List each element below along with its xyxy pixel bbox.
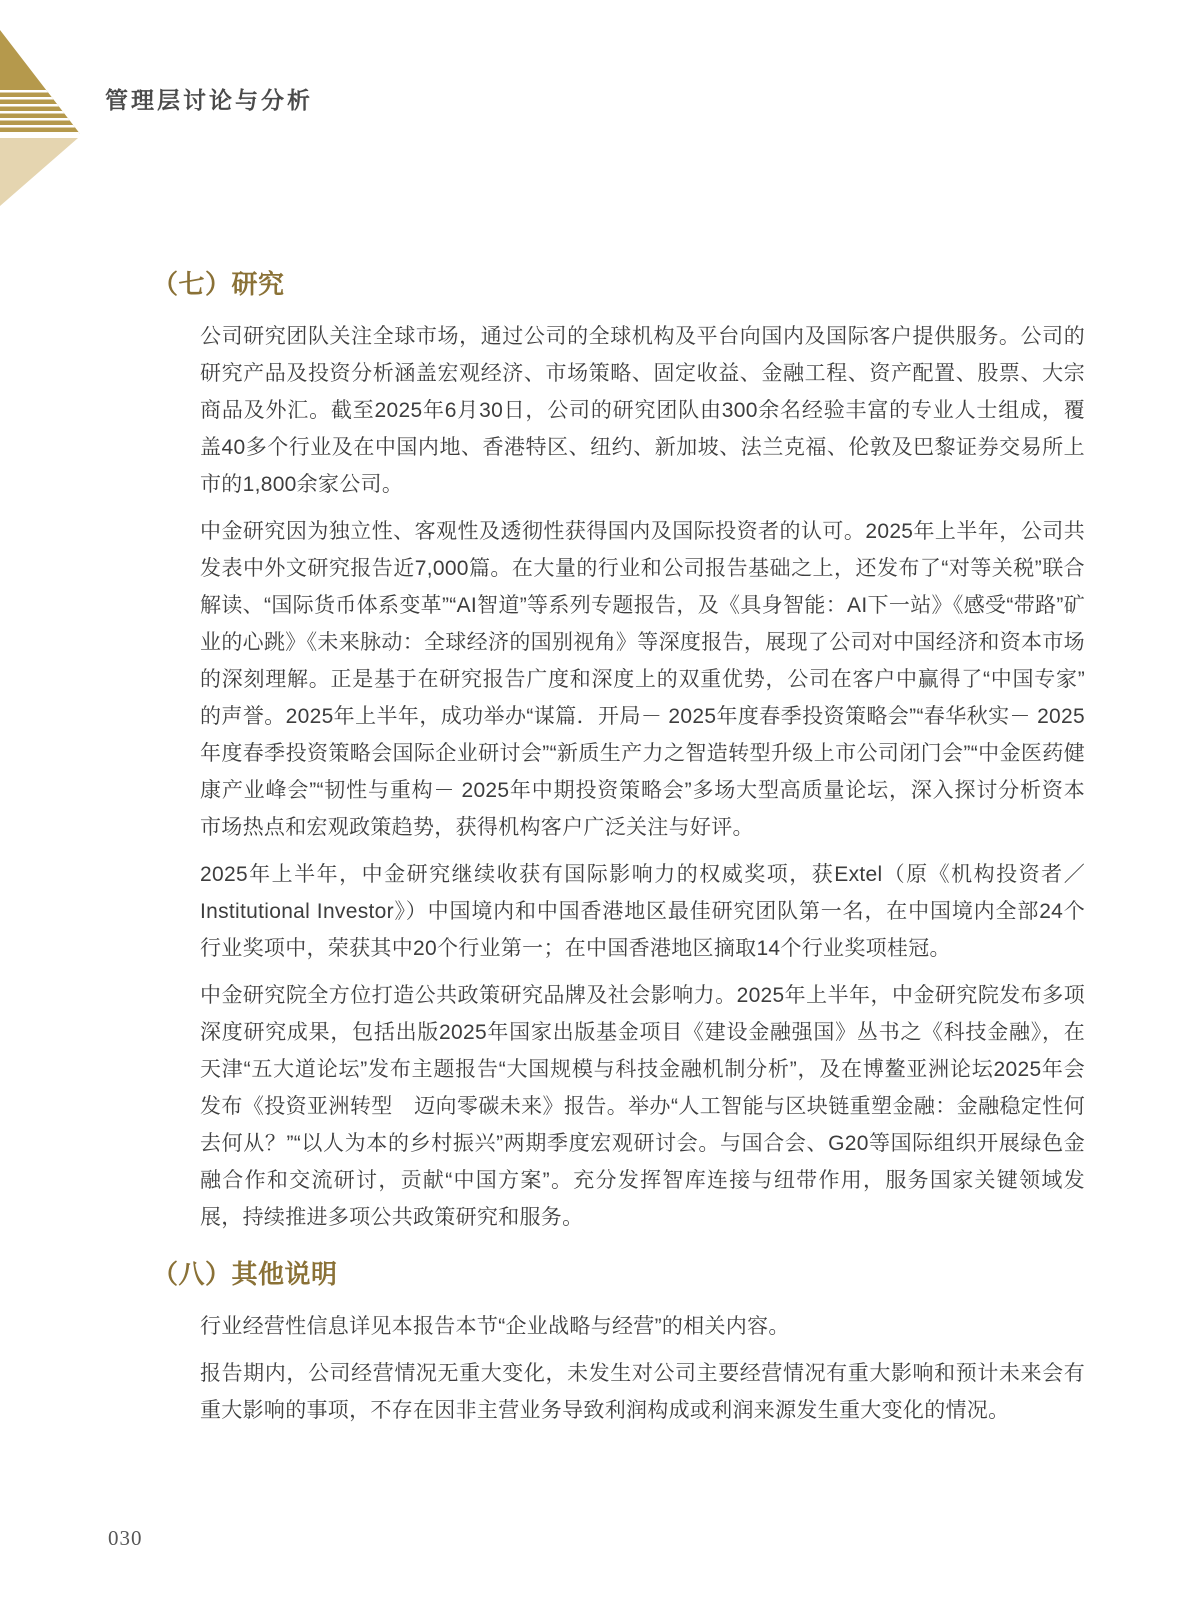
section-body-other-notes — [152, 1308, 1085, 1429]
paragraph: 行业经营性信息详见本报告本节“企业战略与经营”的相关内容。 — [200, 1315, 790, 1338]
paragraph: 中金研究院全方位打造公共政策研究品牌及社会影响力。2025年上半年，中金研究院发布多项深度研究成果，包括出版2025年国家出版基金项目《建设金融强国》丛书之《科技金融》，在天津“五大道论坛”发布主题报告“大国规模与科技金融机制分析”，及在博鳌亚洲论坛2025年会发布《投资亚洲转型 迈向零碳未来》报告。举办“人工智能与区块链重塑金融：金融稳定性何去何从？”“以人为本的乡村振兴”两期季度宏观研讨会。与国合会、G20等国际组织开展绿色金融合作和交流研讨，贡献“中国方案”。充分发挥智库连接与纽带作用，服务国家关键领域发展，持续推进多项公共政策研究和服务。 — [200, 984, 1085, 1229]
decoration-tan-triangle — [0, 138, 78, 206]
paragraph: 公司研究团队关注全球市场，通过公司的全球机构及平台向国内及国际客户提供服务。公司的研究产品及投资分析涵盖宏观经济、市场策略、固定收益、金融工程、资产配置、股票、大宗商品及外汇。截至2025年6月30日，公司的研究团队由300余名经验丰富的专业人士组成，覆盖40多个行业及在中国内地、香港特区、纽约、新加坡、法兰克福、伦敦及巴黎证券交易所上市的1,800余家公司。 — [200, 325, 1085, 496]
section-body-research — [152, 318, 1085, 1236]
paragraph: 中金研究因为独立性、客观性及透彻性获得国内及国际投资者的认可。2025年上半年，公司共发表中外文研究报告近7,000篇。在大量的行业和公司报告基础之上，还发布了“对等关税”联合解读、“国际货币体系变革”“AI智道”等系列专题报告，及《具身智能：AI下一站》《感受“带路”矿业的心跳》《未来脉动：全球经济的国别视角》等深度报告，展现了公司对中国经济和资本市场的深刻理解。正是基于在研究报告广度和深度上的双重优势，公司在客户中赢得了“中国专家”的声誉。2025年上半年，成功举办“谋篇．开局－ 2025年度春季投资策略会”“春华秋实－ 2025年度春季投资策略会国际企业研讨会”“新质生产力之智造转型升级上市公司闭门会”“中金医药健康产业峰会”“韧性与重构－ 2025年中期投资策略会”多场大型高质量论坛，深入探讨分析资本市场热点和宏观政策趋势，获得机构客户广泛关注与好评。 — [200, 520, 1085, 839]
section-heading-research: （七）研究 — [152, 269, 285, 299]
page-number: 030 — [108, 1526, 143, 1550]
page-corner-decoration — [0, 30, 82, 210]
decoration-gold-striped-triangle — [0, 30, 80, 134]
document-content — [152, 266, 1085, 1429]
section-heading-other-notes: （八）其他说明 — [152, 1259, 338, 1289]
paragraph: 2025年上半年，中金研究继续收获有国际影响力的权威奖项，获Extel（原《机构投资者／Institutional Investor》）中国境内和中国香港地区最佳研究团队第一名，在中国境内全部24个行业奖项中，荣获其中20个行业第一；在中国香港地区摘取14个行业奖项桂冠。 — [200, 863, 1085, 960]
paragraph: 报告期内，公司经营情况无重大变化，未发生对公司主要经营情况有重大影响和预计未来会有重大影响的事项，不存在因非主营业务导致利润构成或利润来源发生重大变化的情况。 — [200, 1362, 1085, 1422]
running-header-title: 管理层讨论与分析 — [105, 88, 313, 113]
